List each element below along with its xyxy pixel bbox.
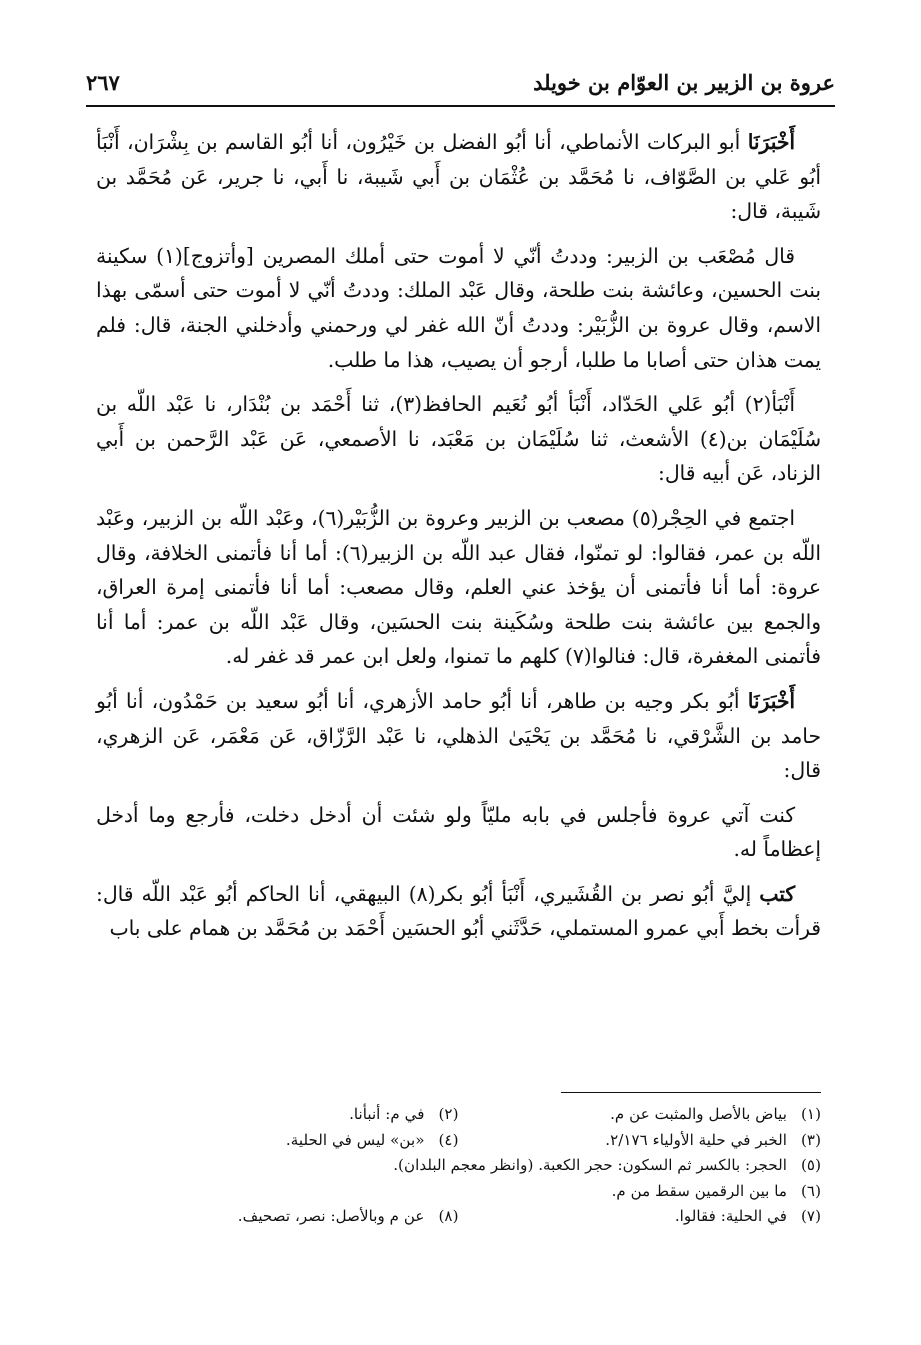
paragraph-lead: كتب bbox=[759, 881, 795, 906]
footnote-text: في الحلية: فقالوا. bbox=[674, 1207, 787, 1225]
paragraph-lead: أَخْبَرَنَا bbox=[747, 688, 795, 713]
footnote-divider bbox=[561, 1092, 821, 1093]
footnote-text: ما بين الرقمين سقط من م. bbox=[611, 1181, 787, 1200]
footnote-number: (٦) bbox=[800, 1181, 821, 1200]
footnote bbox=[96, 1204, 459, 1230]
footnote-text: الحجر: بالكسر ثم السكون: حجر الكعبة. (وانظر معجم البلدان). bbox=[393, 1156, 787, 1174]
footnotes bbox=[96, 1102, 821, 1230]
footnote-number: (٤) bbox=[438, 1130, 459, 1149]
footnote-row bbox=[96, 1128, 821, 1154]
footnote-text: الخبر في حلية الأولياء ٢/١٧٦. bbox=[605, 1130, 787, 1149]
footnote-text: بياض بالأصل والمثبت عن م. bbox=[610, 1105, 787, 1123]
paragraph-text: اجتمع في الحِجْر(٥) مصعب بن الزبير وعروة بن الزُّبَيْر(٦)، وعَبْد اللّه بن الزبير، وعَبْد اللّه بن عمر، فقالوا: لو تمنّوا، فقال عبد اللّه بن الزبير(٦): أما أنا فأتمنى الخلافة، وقال عروة: أما أنا فأتمنى أن يؤخذ عني العلم، وقال مصعب: أما أنا فأتمنى إمرة العراق، والجمع بين عائشة بنت طلحة وسُكَينة بنت الحسَين، وقال عَبْد اللّه بن عمر: أما أنا فأتمنى المغفرة، قال: فنالوا(٧) كلهم ما تمنوا، ولعل ابن عمر قد غفر له. bbox=[96, 505, 821, 669]
footnote-row bbox=[96, 1204, 821, 1230]
footnote-number: (٣) bbox=[800, 1130, 821, 1149]
footnote bbox=[459, 1204, 822, 1230]
footnote-row bbox=[96, 1153, 821, 1179]
paragraph-text: قال مُصْعَب بن الزبير: وددتُ أنّي لا أموت حتى أملك المصرين [وأتزوج](١) سكينة بنت الحسين، وعائشة بنت طلحة، وقال عَبْد الملك: وددتُ أنّي لا أموت حتى أسمّى بهذا الاسم، وقال عروة بن الزُّبَيْر: وددتُ أنّ الله غفر لي ورحمني وأدخلني الجنة، قال: فلم يمت هذان حتى أصابا ما طلبا، أرجو أن يصيب، هذا ما طلب. bbox=[96, 243, 821, 372]
paragraph bbox=[96, 387, 821, 491]
paragraph-text: أبو البركات الأنماطي، أنا أبُو الفضل بن خَيْرُون، أنا أبُو القاسم بن بِشْرَان، أَنْبَأ أبُو عَلي بن الصَّوّاف، نا مُحَمَّد بن عُثْمَان بن أَبي شَيبة، نا أَبي، نا جرير، عَن مُحَمَّد بن شَيبة، قال: bbox=[96, 130, 821, 224]
page-number: ٢٦٧ bbox=[86, 70, 120, 95]
footnote-row bbox=[96, 1179, 821, 1205]
paragraph-text: إليَّ أبُو نصر بن القُشَيري، أَنْبَأ أبُو بكر(٨) البيهقي، أنا الحاكم أبُو عَبْد اللّه قال: قرأت بخط أَبي عمرو المستملي، حَدَّثَني أبُو الحسَين أَحْمَد بن مُحَمَّد بن همام على باب bbox=[96, 881, 821, 941]
footnote-row bbox=[96, 1102, 821, 1128]
main-text bbox=[96, 125, 821, 956]
footnote-number: (٢) bbox=[438, 1105, 459, 1123]
footnote-text: في م: أنبأنا. bbox=[349, 1105, 425, 1123]
paragraph bbox=[96, 239, 821, 377]
paragraph bbox=[96, 798, 821, 867]
running-title: عروة بن الزبير بن العوّام بن خويلد bbox=[533, 70, 835, 95]
paragraph bbox=[96, 125, 821, 229]
footnote-number: (٨) bbox=[438, 1207, 459, 1225]
footnote bbox=[96, 1128, 459, 1154]
paragraph bbox=[96, 684, 821, 788]
page-header bbox=[86, 70, 835, 107]
footnote bbox=[96, 1153, 821, 1179]
footnote-text: «بن» ليس في الحلية. bbox=[285, 1130, 425, 1149]
footnote bbox=[459, 1128, 822, 1154]
paragraph-text: كنت آتي عروة فأجلس في بابه مليّاً ولو شئت أن أدخل دخلت، فأرجع وما أدخل إعظاماً له. bbox=[96, 802, 821, 862]
paragraph-lead: أَخْبَرَنَا bbox=[747, 130, 795, 154]
footnote bbox=[96, 1179, 821, 1205]
footnote-text: عن م وبالأصل: نصر، تصحيف. bbox=[237, 1207, 425, 1225]
paragraph-text: أبُو بكر وجيه بن طاهر، أنا أبُو حامد الأزهري، أنا أبُو سعيد بن حَمْدُون، أنا أبُو حامد بن الشَّرْقي، نا مُحَمَّد بن يَحْيَىٰ الذهلي، نا عَبْد الرَّزّاق، عَن مَعْمَر، عَن الزهري، قال: bbox=[96, 688, 821, 783]
footnote-number: (١) bbox=[800, 1105, 821, 1123]
paragraph bbox=[96, 501, 821, 674]
paragraph bbox=[96, 877, 821, 946]
footnote bbox=[96, 1102, 459, 1128]
footnote-number: (٥) bbox=[800, 1156, 821, 1174]
paragraph-text: أَنْبَأ(٢) أبُو عَلي الحَدّاد، أَنْبَأ أبُو نُعَيم الحافظ(٣)، ثنا أَحْمَد بن بُنْدَار، نا عَبْد اللّه بن سُلَيْمَان بن(٤) الأشعث، ثنا سُلَيْمَان بن مَعْبَد، نا الأصمعي، عَن عَبْد الرَّحمن بن أَبي الزناد، عَن أبيه قال: bbox=[96, 392, 821, 486]
footnote-number: (٧) bbox=[800, 1207, 821, 1225]
footnote bbox=[459, 1102, 822, 1128]
